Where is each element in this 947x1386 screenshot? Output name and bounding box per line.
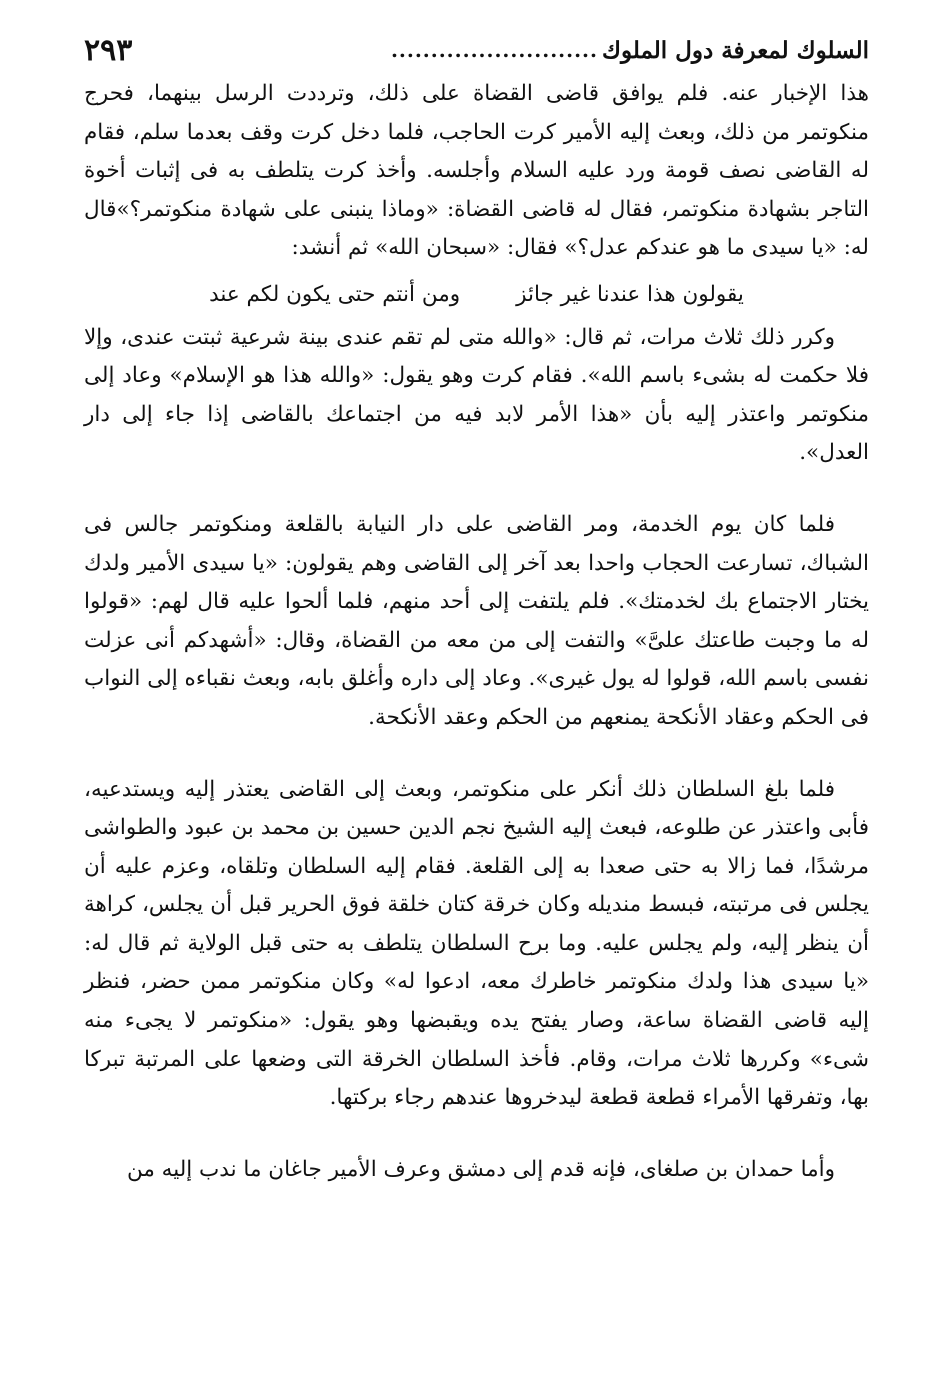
header-leader-dots: .......................... — [390, 38, 598, 62]
verse-hemistich-first: يقولون هذا عندنا غير جائز — [516, 281, 744, 307]
paragraph-4: فلما بلغ السلطان ذلك أنكر على منكوتمر، وبعث إلى القاضى يعتذر إليه ويستدعيه، فأبى واعتذر عن طلوعه، فبعث إليه الشيخ نجم الدين حسين بن محمد بن عبود والطواشى مرشدًا، فما زالا به حتى صعدا به إلى القلعة. فقام إليه السلطان وتلقاه، وعزم عليه أن يجلس فى مرتبته، فبسط منديله وكان خرقة كتان خلقة فوق الحرير قبل أن يجلس، كراهة أن ينظر إليه، ولم يجلس عليه. وما برح السلطان يتلطف به حتى قبل الولاية ثم قال له: «يا سيدى هذا ولدك منكوتمر خاطرك معه، ادعوا له» وكان منكوتمر ممن حضر، فنظر إليه قاضى القضاة ساعة، وصار يفتح يده ويقبضها وهو يقول: «منكوتمر لا يجىء منه شىء» وكررها ثلاث مرات، وقام. فأخذ السلطان الخرقة التى وضعها على المرتبة تبركا بها، وتفرقها الأمراء قطعة قطعة ليدخروها عندهم رجاء بركتها. — [84, 776, 869, 1111]
paragraph-2: وكرر ذلك ثلاث مرات، ثم قال: «والله متى لم تقم عندى بينة شرعية ثبتت عندى، وإلا فلا حكمت له بشىء باسم الله». فقام كرت وهو يقول: «والله هذا هو الإسلام» وعاد إلى منكوتمر واعتذر إليه بأن «هذا الأمر لابد فيه من اجتماعك بالقاضى إذا جاء إلى دار العدل». — [84, 324, 869, 466]
page-number: ٢٩٣ — [84, 32, 133, 68]
paragraph-1: هذا الإخبار عنه. فلم يوافق قاضى القضاة على ذلك، وترددت الرسل بينهما، فحرج منكوتمر من ذلك، وبعث إليه الأمير كرت الحاجب، فلما دخل كرت وقف بعدما سلم، فقام له القاضى نصف قومة ورد عليه السلام وأجلسه. وأخذ كرت يتلطف به فى إثبات أخوة التاجر بشهادة منكوتمر، فقال له قاضى القضاة: «وماذا ينبنى على شهادة منكوتمر؟»قال له: «يا سيدى ما هو عندكم عدل؟» فقال: «سبحان الله» ثم أنشد: — [84, 81, 869, 261]
paragraph-5: وأما حمدان بن صلغاى، فإنه قدم إلى دمشق وعرف الأمير جاغان ما ندب إليه من — [126, 1156, 835, 1182]
verse-hemistich-second: ومن أنتم حتى يكون لكم عند — [209, 281, 461, 307]
page-header — [84, 30, 869, 70]
text-body — [84, 75, 869, 1189]
running-header — [391, 37, 869, 64]
paragraph-3: فلما كان يوم الخدمة، ومر القاضى على دار النيابة بالقلعة ومنكوتمر جالس فى الشباك، تسارعت الحجاب واحدا بعد آخر إلى القاضى وهم يقولون: «يا سيدى الأمير ولدك يختار الاجتماع بك لخدمتك». فلم يلتفت إلى أحد منهم، فلما ألحوا عليه قال لهم: «قولوا له ما وجبت طاعتك علىَّ» والتفت إلى من معه من القضاة، وقال: «أشهدكم أنى عزلت نفسى باسم الله، قولوا له يول غيرى». وعاد إلى داره وأغلق بابه، وبعث نقباءه إلى النواب فى الحكم وعقاد الأنكحة يمنعهم من الحكم وعقد الأنكحة. — [84, 511, 869, 730]
running-title: السلوك لمعرفة دول الملوك — [601, 36, 869, 64]
poetry-verse — [84, 276, 869, 315]
